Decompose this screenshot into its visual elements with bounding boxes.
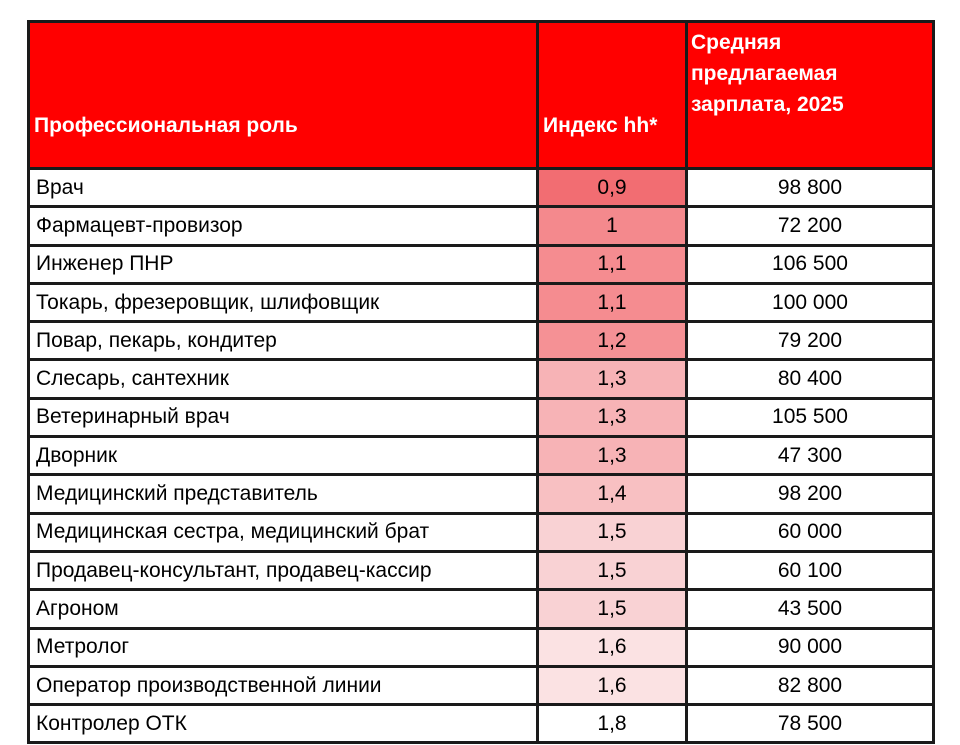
header-salary-line3: зарплата, 2025 (691, 93, 844, 116)
role-cell: Слесарь, сантехник (29, 360, 538, 398)
table-row (29, 283, 934, 321)
index-cell: 1,3 (538, 360, 687, 398)
role-cell: Дворник (29, 437, 538, 475)
table-row (29, 590, 934, 628)
table-row (29, 513, 934, 551)
salary-index-table (27, 20, 935, 744)
salary-cell: 78 500 (687, 705, 934, 743)
table-row (29, 475, 934, 513)
index-cell: 1,5 (538, 551, 687, 589)
salary-cell: 80 400 (687, 360, 934, 398)
table-row (29, 169, 934, 207)
index-cell: 1,2 (538, 322, 687, 360)
index-cell: 1,6 (538, 628, 687, 666)
header-salary-line1: Средняя (691, 31, 782, 54)
table-row (29, 437, 934, 475)
salary-cell: 60 000 (687, 513, 934, 551)
table-row (29, 207, 934, 245)
index-cell: 1 (538, 207, 687, 245)
salary-cell: 60 100 (687, 551, 934, 589)
role-cell: Инженер ПНР (29, 245, 538, 283)
salary-cell: 79 200 (687, 322, 934, 360)
index-cell: 1,5 (538, 513, 687, 551)
role-cell: Продавец-консультант, продавец-кассир (29, 551, 538, 589)
salary-cell: 72 200 (687, 207, 934, 245)
table-row (29, 628, 934, 666)
role-cell: Медицинская сестра, медицинский брат (29, 513, 538, 551)
role-cell: Повар, пекарь, кондитер (29, 322, 538, 360)
role-cell: Контролер ОТК (29, 705, 538, 743)
index-cell: 1,3 (538, 398, 687, 436)
header-role: Профессиональная роль (29, 22, 538, 169)
index-cell: 1,8 (538, 705, 687, 743)
role-cell: Оператор производственной линии (29, 666, 538, 704)
role-cell: Фармацевт-провизор (29, 207, 538, 245)
header-index: Индекс hh* (538, 22, 687, 169)
index-cell: 1,4 (538, 475, 687, 513)
table-row (29, 666, 934, 704)
table-row (29, 551, 934, 589)
role-cell: Ветеринарный врач (29, 398, 538, 436)
table-row (29, 322, 934, 360)
table-row (29, 705, 934, 743)
salary-cell: 105 500 (687, 398, 934, 436)
index-cell: 1,1 (538, 245, 687, 283)
salary-cell: 98 800 (687, 169, 934, 207)
role-cell: Метролог (29, 628, 538, 666)
role-cell: Агроном (29, 590, 538, 628)
table-row (29, 398, 934, 436)
table-row (29, 360, 934, 398)
role-cell: Медицинский представитель (29, 475, 538, 513)
header-salary-line2: предлагаемая (691, 62, 838, 85)
index-cell: 1,5 (538, 590, 687, 628)
salary-cell: 106 500 (687, 245, 934, 283)
index-cell: 1,3 (538, 437, 687, 475)
header-row (29, 22, 934, 169)
salary-cell: 47 300 (687, 437, 934, 475)
table-body (29, 169, 934, 743)
header-salary (687, 22, 934, 169)
salary-cell: 90 000 (687, 628, 934, 666)
index-cell: 1,6 (538, 666, 687, 704)
role-cell: Токарь, фрезеровщик, шлифовщик (29, 283, 538, 321)
salary-cell: 82 800 (687, 666, 934, 704)
salary-cell: 43 500 (687, 590, 934, 628)
salary-cell: 98 200 (687, 475, 934, 513)
index-cell: 1,1 (538, 283, 687, 321)
index-cell: 0,9 (538, 169, 687, 207)
table-row (29, 245, 934, 283)
salary-cell: 100 000 (687, 283, 934, 321)
role-cell: Врач (29, 169, 538, 207)
